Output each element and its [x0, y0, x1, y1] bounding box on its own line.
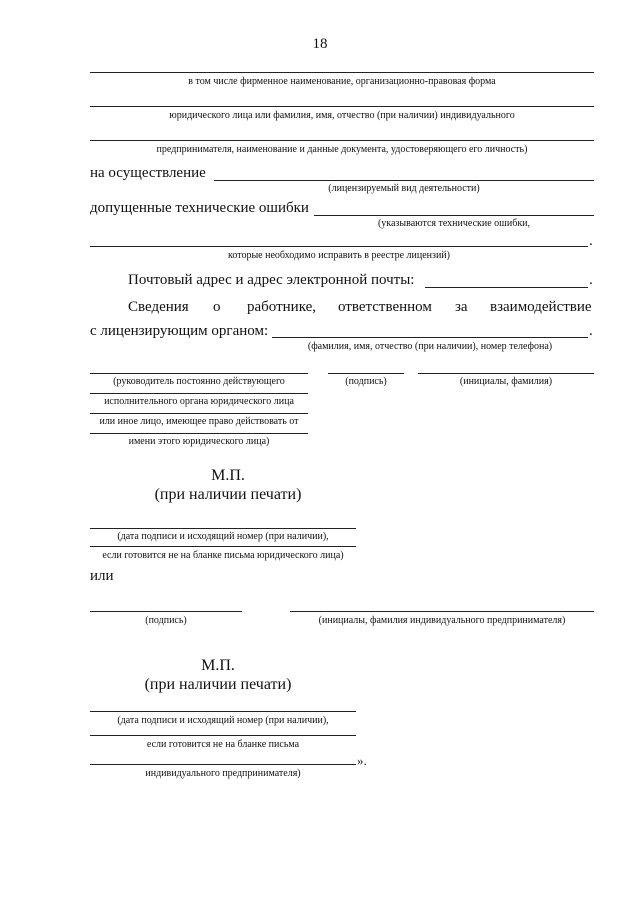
head-signature-line[interactable]	[328, 373, 404, 374]
employee-word-3: работнике,	[247, 299, 317, 315]
errors-line[interactable]	[314, 215, 594, 216]
date-2-closing: ».	[357, 753, 367, 768]
head-caption-2: исполнительного органа юридического лица	[104, 396, 294, 407]
employee-word-4: ответственном	[338, 299, 432, 315]
date-2-caption-1: (дата подписи и исходящий номер (при наличии),	[117, 715, 329, 726]
employee-word-5: за	[455, 299, 468, 315]
head-name-line[interactable]	[418, 373, 594, 374]
head-line-4	[90, 433, 308, 434]
errors-caption-1: (указываются технические ошибки,	[377, 218, 531, 229]
header-line-3	[90, 140, 594, 141]
page-number: 18	[312, 36, 328, 52]
employee-line[interactable]	[272, 337, 588, 338]
employee-caption: (фамилия, имя, отчество (при наличии), номер телефона)	[307, 341, 553, 352]
or-text: или	[90, 568, 114, 584]
head-line-2	[90, 393, 308, 394]
entrepreneur-signature-line[interactable]	[90, 611, 242, 612]
head-caption-3: или иное лицо, имеющее право действовать от	[99, 416, 299, 427]
employee-word-2: о	[213, 299, 221, 315]
entrepreneur-name-caption: (инициалы, фамилия индивидуального предпринимателя)	[318, 615, 566, 626]
activity-caption: (лицензируемый вид деятельности)	[328, 183, 480, 194]
date-2-line[interactable]	[90, 711, 356, 712]
head-caption-1: (руководитель постоянно действующего	[113, 376, 285, 387]
date-1-caption-1: (дата подписи и исходящий номер (при наличии),	[117, 531, 329, 542]
seal-2-note: (при наличии печати)	[144, 676, 292, 693]
header-line-1	[90, 72, 594, 73]
entrepreneur-name-line[interactable]	[290, 611, 594, 612]
errors-end-dot: .	[589, 233, 593, 249]
date-2-caption-3: индивидуального предпринимателя)	[145, 768, 301, 779]
postal-label: Почтовый адрес и адрес электронной почты:	[128, 272, 415, 288]
employee-word-6: взаимодействие	[490, 299, 592, 315]
head-name-caption: (инициалы, фамилия)	[459, 376, 553, 387]
employee-word-1: Сведения	[128, 299, 189, 315]
header-caption-1: в том числе фирменное наименование, организационно-правовая форма	[188, 76, 496, 87]
head-caption-4: имени этого юридического лица)	[128, 436, 270, 447]
head-signature-caption: (подпись)	[345, 376, 387, 387]
head-title-line[interactable]	[90, 373, 308, 374]
entrepreneur-signature-caption: (подпись)	[145, 615, 187, 626]
date-1-caption-2: если готовится не на бланке письма юридического лица)	[102, 550, 344, 561]
date-2-caption-2: если готовится не на бланке письма	[146, 739, 300, 750]
postal-end-dot: .	[589, 272, 593, 288]
date-1-line-2	[90, 546, 356, 547]
head-line-3	[90, 413, 308, 414]
date-2-line-2	[90, 735, 356, 736]
errors-caption-2: которые необходимо исправить в реестре лицензий)	[228, 250, 450, 261]
seal-1-mp: М.П.	[211, 467, 245, 484]
header-caption-3: предпринимателя, наименование и данные документа, удостоверяющего его личность)	[156, 144, 528, 155]
errors-line-2[interactable]	[90, 246, 588, 247]
header-caption-2: юридического лица или фамилия, имя, отчество (при наличии) индивидуального	[169, 110, 515, 121]
activity-line[interactable]	[214, 180, 594, 181]
activity-label: на осуществление	[90, 165, 206, 181]
date-2-line-3	[90, 764, 356, 765]
date-1-line[interactable]	[90, 528, 356, 529]
seal-1-note: (при наличии печати)	[154, 486, 302, 503]
employee-label-2: с лицензирующим органом:	[90, 323, 269, 339]
header-line-2	[90, 106, 594, 107]
employee-end-dot: .	[589, 323, 593, 339]
seal-2-mp: М.П.	[201, 657, 235, 674]
errors-label: допущенные технические ошибки	[90, 200, 309, 216]
postal-line[interactable]	[425, 287, 588, 288]
